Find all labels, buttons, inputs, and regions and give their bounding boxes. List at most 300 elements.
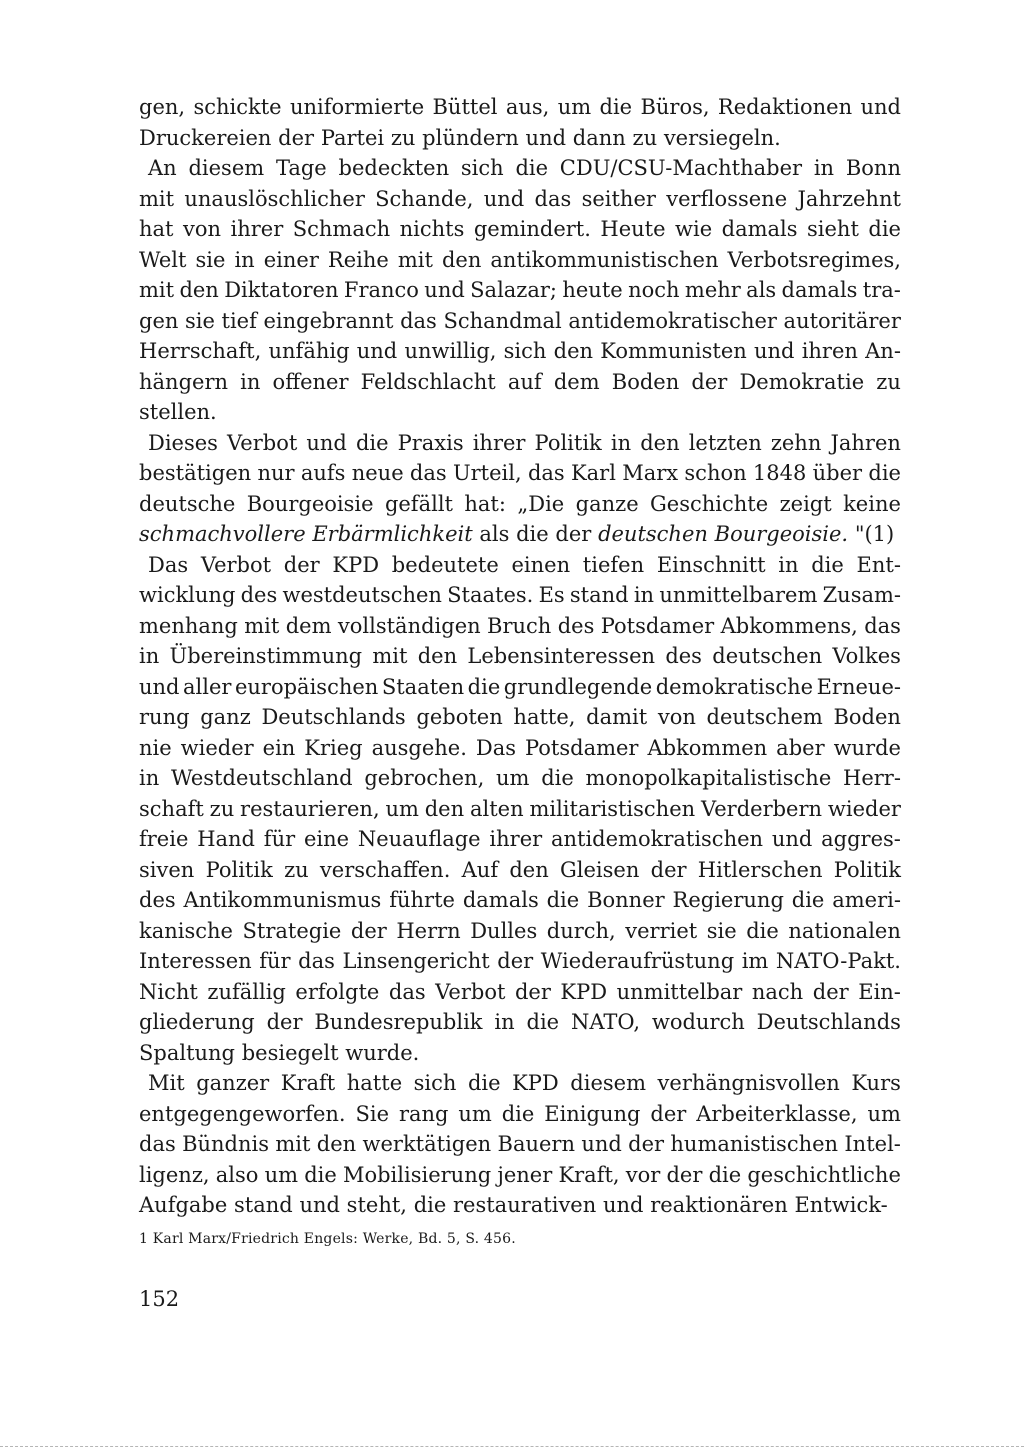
word: Aufgabe [139, 1193, 228, 1217]
word: plündern [422, 125, 519, 150]
word: wieder [180, 735, 254, 760]
word: ganzer [196, 1071, 270, 1095]
word: sie [195, 247, 226, 272]
word: Übereinstimmung [169, 644, 363, 668]
word: Franco [343, 278, 419, 302]
word: gen [139, 308, 179, 333]
word: ausgehe. [371, 735, 467, 760]
word: Salazar; [470, 278, 557, 302]
word: deutschem [706, 705, 823, 729]
word: im [741, 949, 769, 973]
text-line [139, 275, 901, 306]
word: zu [284, 857, 309, 882]
word: um [458, 1101, 492, 1126]
word: ein [262, 735, 296, 760]
word: nie [139, 735, 172, 760]
word: demokratische [655, 674, 814, 699]
word: in [778, 552, 799, 577]
word: antidemokratischen [550, 827, 764, 851]
word: Verbot [227, 430, 298, 455]
word: unauslöschlicher [184, 186, 365, 211]
word: Bündnis [182, 1132, 270, 1156]
word: monopolkapitalistische [585, 766, 832, 790]
word: unmittelbar [616, 979, 743, 1004]
word: die [708, 1162, 742, 1187]
word: Kurs [851, 1071, 901, 1095]
word: aggres- [821, 827, 901, 851]
word: antidemokratischer [568, 308, 777, 333]
word: eine [303, 827, 350, 851]
word: ganz [200, 705, 251, 729]
word: sich [413, 1071, 457, 1095]
text-line [139, 367, 901, 398]
word: zu [876, 369, 901, 394]
word: Staates. [447, 583, 534, 607]
word: Es [538, 583, 565, 607]
word: dem [553, 369, 600, 394]
body-text [139, 92, 901, 1221]
word: ameri- [832, 888, 901, 912]
word: Einigung [544, 1101, 641, 1126]
word: mit [244, 613, 280, 638]
word: wicklung [139, 583, 236, 607]
word: werktätigen [362, 1132, 492, 1156]
word: der [266, 1010, 303, 1034]
word: KPD [332, 552, 380, 577]
word: der [650, 857, 687, 882]
word: das [864, 613, 901, 638]
word: Verderbern [701, 796, 823, 821]
word: und [860, 95, 901, 119]
word: und [356, 339, 398, 363]
word: als [479, 522, 510, 546]
word: unwillig, [404, 339, 497, 363]
word: ihren [801, 339, 858, 363]
word: stand [234, 1193, 293, 1217]
word: der [497, 949, 534, 973]
text-line [139, 1007, 901, 1038]
word: Antikommunismus [183, 888, 382, 912]
word: und [483, 186, 525, 211]
word: Geschichte [650, 491, 769, 516]
word: mit [275, 1132, 311, 1156]
word: einer [263, 247, 319, 272]
word: Linsengericht [342, 949, 490, 973]
word: die [515, 156, 549, 180]
word: sich [503, 339, 547, 363]
word: und [299, 1193, 340, 1217]
word: verhängnisvollen [657, 1071, 840, 1095]
word: Feldschlacht [360, 369, 496, 394]
word: Bonner [587, 888, 665, 912]
word: schickte [193, 95, 282, 119]
text-line [139, 824, 901, 855]
word: sie [185, 308, 215, 333]
italic-word: Bourgeoisie. [714, 522, 849, 546]
word: den [509, 857, 549, 882]
word: zu [632, 125, 658, 150]
word: der [812, 979, 849, 1004]
word: humanistischen [670, 1132, 839, 1156]
word: Praxis [397, 430, 464, 455]
word: jener [497, 1162, 553, 1187]
italic-word: deutschen [598, 522, 708, 546]
text-line [139, 672, 901, 703]
text-line [139, 458, 901, 489]
word: der [666, 1162, 703, 1187]
word: also [215, 1162, 259, 1187]
word: die [501, 1101, 535, 1126]
word: in [610, 430, 632, 455]
word: und [753, 339, 795, 363]
word: Bourgeoisie [246, 491, 374, 516]
word: um [867, 1101, 901, 1126]
word: Politik [534, 430, 602, 455]
word: Reihe [327, 247, 389, 272]
word: Herr- [843, 766, 901, 790]
word: Welt [139, 247, 187, 272]
word: antikommunistischen [490, 247, 719, 272]
word: die [546, 888, 580, 912]
word: bedeutete [391, 552, 499, 577]
word: und [139, 674, 180, 699]
text-line [139, 794, 901, 825]
word: und [306, 430, 347, 455]
word: siven [139, 857, 195, 882]
word: Intel- [844, 1132, 901, 1156]
word: Erneue- [816, 674, 901, 699]
word: diesem [188, 156, 265, 180]
word: KPD [512, 1071, 559, 1095]
word: Bundesrepublik [314, 1010, 483, 1034]
word: und [602, 1193, 644, 1217]
text-line [139, 1129, 901, 1160]
word: Boden [833, 705, 901, 729]
word: das [388, 979, 426, 1004]
word: Kraft [280, 1071, 336, 1095]
word: unmittelbarem [659, 583, 818, 607]
word: das [534, 186, 572, 211]
text-line [139, 214, 901, 245]
word: besiegelt [241, 1040, 339, 1065]
word: Partei [320, 125, 385, 150]
word: das [527, 461, 565, 485]
word: Heute [600, 217, 666, 241]
word: mit [139, 186, 175, 211]
word: für [259, 949, 291, 973]
word: den [424, 796, 465, 821]
word: um [385, 796, 419, 821]
word: ganze [575, 491, 639, 516]
word: Deutschlands [261, 705, 406, 729]
word: um [264, 1162, 299, 1187]
word: Neuauflage [357, 827, 481, 851]
word: die [811, 552, 844, 577]
italic-word: schmachvollere [139, 522, 306, 546]
word: die [868, 461, 901, 485]
word: ihrer [472, 430, 526, 455]
word: versiegeln. [663, 125, 781, 150]
word: von [657, 705, 696, 729]
word: den [316, 1132, 357, 1156]
word: einen [511, 552, 571, 577]
word: Auf [461, 857, 499, 882]
word: autoritärer [783, 308, 901, 333]
text-line [139, 519, 901, 550]
word: die [516, 522, 549, 546]
text-line [139, 123, 901, 154]
word: Schandmal [443, 308, 562, 333]
word: Dulles [470, 918, 538, 943]
word: Strategie [242, 918, 342, 943]
word: Das [475, 735, 517, 760]
word: Gleisen [560, 857, 640, 882]
word: NATO-Pakt. [775, 949, 901, 973]
word: Das [148, 552, 189, 577]
word: geschichtliche [747, 1162, 901, 1187]
word: wieder [827, 796, 901, 821]
word: um [496, 766, 530, 790]
word: Zusam- [822, 583, 901, 607]
word: als [746, 278, 777, 302]
word: Hitlerschen [697, 857, 823, 882]
word: freie [139, 827, 189, 851]
word: den [640, 430, 680, 455]
word: damit [586, 705, 648, 729]
footnote: 1 Karl Marx/Friedrich Engels: Werke, Bd. 5, S. 456. [139, 1231, 516, 1247]
word: bestätigen [139, 461, 252, 485]
paragraph [139, 92, 901, 153]
text-line [139, 184, 901, 215]
word: die [791, 888, 825, 912]
word: Einschnitt [656, 552, 766, 577]
word: Kraft, [558, 1162, 620, 1187]
word: Ein- [858, 979, 901, 1004]
word: den [441, 247, 482, 272]
word: Hand [197, 827, 255, 851]
word: 1848 [752, 461, 807, 485]
word: damals [721, 217, 798, 241]
word: NATO, [570, 1010, 641, 1034]
text-line [139, 946, 901, 977]
word: ihrer [230, 217, 284, 241]
word: Verbot [435, 979, 506, 1004]
word: Büttel [432, 95, 498, 119]
word: der [514, 979, 551, 1004]
word: verflossene [666, 186, 788, 211]
word: mit [139, 278, 175, 302]
word: die [746, 918, 779, 943]
word: Potsdamer [524, 735, 639, 760]
word: neue [351, 461, 404, 485]
word: "(1) [854, 522, 895, 546]
word: Abkommen [647, 735, 768, 760]
word: Kommunisten [600, 339, 747, 363]
word: noch [628, 278, 680, 302]
word: tiefen [582, 552, 645, 577]
word: Druckereien [139, 125, 272, 150]
word: in [494, 1010, 515, 1034]
paragraph [139, 550, 901, 1069]
word: schaft [139, 796, 204, 821]
word: deutschen [712, 644, 823, 668]
word: zu [390, 125, 416, 150]
text-line [139, 1160, 901, 1191]
word: Arbeiterklasse, [696, 1101, 858, 1126]
text-line [139, 916, 901, 947]
word: Diktatoren [224, 278, 339, 302]
word: entgegengeworfen. [139, 1101, 346, 1126]
word: Staaten [381, 674, 465, 699]
word: der [350, 918, 387, 943]
word: restaurieren, [240, 796, 380, 821]
word: Bauern [497, 1132, 575, 1156]
text-line [139, 855, 901, 886]
word: gebrochen, [364, 766, 485, 790]
text-line [139, 885, 901, 916]
word: den [417, 644, 458, 668]
text-line [139, 92, 901, 123]
word: mehr [684, 278, 741, 302]
word: damals [462, 888, 539, 912]
word: und [525, 125, 567, 150]
word: durch, [546, 918, 616, 943]
word: Spaltung [139, 1040, 235, 1065]
word: zeigt [779, 491, 832, 516]
word: Boden [611, 369, 680, 394]
word: der [650, 1101, 687, 1126]
word: eingebrannt [263, 308, 394, 333]
word: Jahrzehnt [797, 186, 901, 211]
word: tra- [862, 278, 901, 302]
word: in [240, 369, 261, 394]
word: verschaffen. [319, 857, 451, 882]
word: die [355, 430, 389, 455]
word: aus, [505, 95, 550, 119]
text-line [139, 702, 901, 733]
word: nach [751, 979, 804, 1004]
text-line [139, 245, 901, 276]
word: KPD [560, 979, 608, 1004]
text-line [139, 489, 901, 520]
word: deutsche [139, 491, 236, 516]
italic-word: Erbärmlichkeit [312, 522, 473, 546]
word: Volkes [832, 644, 901, 668]
word: sieht [807, 217, 859, 241]
word: und [581, 1132, 622, 1156]
word: des [240, 583, 278, 607]
word: Ent- [856, 552, 901, 577]
text-line [139, 733, 901, 764]
word: tief [221, 308, 257, 333]
word: den [179, 278, 219, 302]
word: aber [776, 735, 825, 760]
word: in [139, 644, 160, 668]
text-line [139, 1190, 901, 1221]
word: verriet [625, 918, 698, 943]
word: das [298, 949, 335, 973]
word: keine [843, 491, 901, 516]
word: An- [865, 339, 901, 363]
word: heute [562, 278, 623, 302]
word: wodurch [651, 1010, 745, 1034]
word: dem [285, 613, 332, 638]
word: der [555, 522, 592, 546]
word: mit [372, 644, 408, 668]
word: aller [183, 674, 232, 699]
word: in [633, 583, 655, 607]
word: westdeutschen [282, 583, 442, 607]
word: „Die [517, 491, 565, 516]
word: militaristischen [529, 796, 696, 821]
word: CDU/CSU-Machthaber [559, 156, 803, 180]
word: Herrn [396, 918, 461, 943]
word: rung [139, 705, 190, 729]
word: damals [781, 278, 858, 302]
word: Urteil, [452, 461, 522, 485]
word: die [467, 1071, 501, 1095]
word: Nicht [139, 979, 198, 1004]
word: stellen. [139, 400, 217, 424]
word: Tage [275, 156, 327, 180]
word: geboten [416, 705, 503, 729]
word: des [139, 888, 176, 912]
word: diesem [570, 1071, 646, 1095]
word: Lebensinteressen [467, 644, 656, 668]
word: stand [569, 583, 629, 607]
word: erfolgte [295, 979, 380, 1004]
word: Bonn [845, 156, 901, 180]
word: nur [257, 461, 295, 485]
word: Dieses [148, 430, 218, 455]
text-line [139, 763, 901, 794]
page-number: 152 [139, 1287, 180, 1311]
word: Redaktionen [717, 95, 853, 119]
word: gemindert. [473, 217, 591, 241]
word: hatte, [513, 705, 576, 729]
word: Potsdamer [600, 613, 715, 638]
word: zufällig [207, 979, 286, 1004]
word: ligenz, [139, 1162, 210, 1187]
word: und [424, 278, 465, 302]
word: das [409, 461, 447, 485]
word: die [599, 95, 633, 119]
word: alten [469, 796, 524, 821]
word: für [263, 827, 296, 851]
word: auf [507, 369, 542, 394]
word: Sie [355, 1101, 390, 1126]
word: wurde. [345, 1040, 420, 1065]
text-line [139, 641, 901, 672]
word: die [413, 1193, 447, 1217]
word: zehn [770, 430, 822, 455]
word: vollständigen [337, 613, 481, 638]
text-line [139, 1038, 901, 1069]
text-line [139, 977, 901, 1008]
word: wie [675, 217, 713, 241]
text-line [139, 580, 901, 611]
word: An [148, 156, 177, 180]
text-line [139, 1099, 901, 1130]
word: europäischen [234, 674, 379, 699]
paragraph [139, 1068, 901, 1221]
word: über [812, 461, 863, 485]
word: kanische [139, 918, 233, 943]
word: Politik [205, 857, 273, 882]
word: Regierung [672, 888, 784, 912]
word: das [400, 308, 437, 333]
word: uniformierte [289, 95, 425, 119]
